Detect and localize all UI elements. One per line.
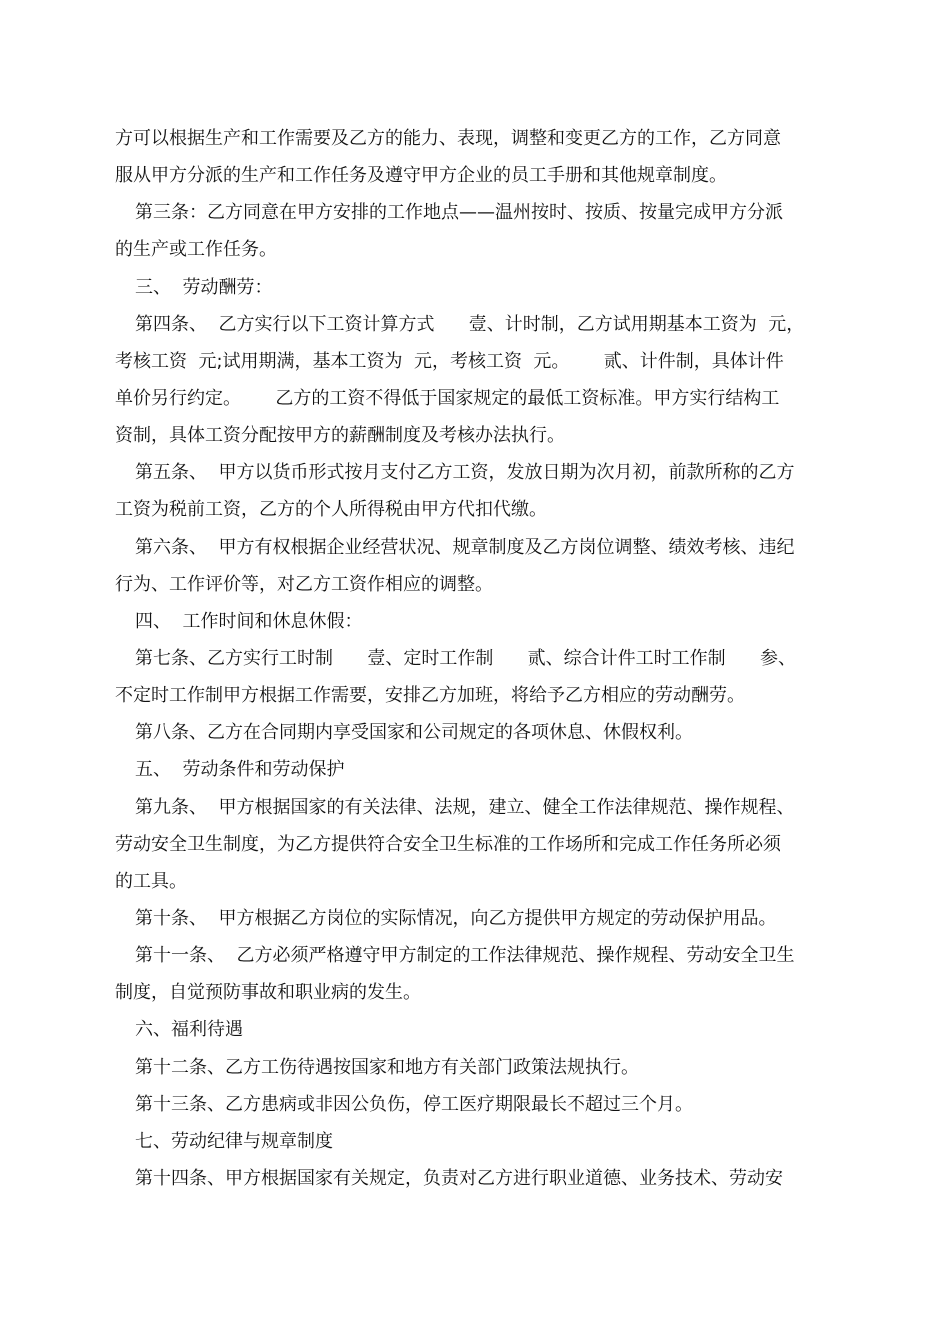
- paragraph-line: 行为、工作评价等，对乙方工资作相应的调整。: [115, 573, 493, 595]
- article-14-line: 第十四条、甲方根据国家有关规定，负责对乙方进行职业道德、业务技术、劳动安: [135, 1167, 783, 1189]
- section-heading-3: 三、 劳动酬劳：: [135, 276, 273, 298]
- document-body: [115, 120, 837, 1197]
- paragraph-line: 的工具。: [115, 870, 187, 892]
- paragraph-line: 不定时工作制甲方根据工作需要，安排乙方加班，将给予乙方相应的劳动酬劳。: [115, 685, 745, 707]
- paragraph-line: 的生产或工作任务。: [115, 239, 277, 261]
- section-heading-5: 五、 劳动条件和劳动保护: [135, 759, 345, 781]
- section-heading-7: 七、劳动纪律与规章制度: [135, 1130, 333, 1152]
- paragraph-line: 服从甲方分派的生产和工作任务及遵守甲方企业的员工手册和其他规章制度。: [115, 165, 727, 187]
- article-6-line: 第六条、 甲方有权根据企业经营状况、规章制度及乙方岗位调整、绩效考核、违纪: [135, 536, 795, 558]
- article-3-line: 第三条：乙方同意在甲方安排的工作地点——温州按时、按质、按量完成甲方分派: [135, 202, 783, 224]
- article-4-line: 第四条、 乙方实行以下工资计算方式 壹、计时制，乙方试用期基本工资为 元，: [135, 313, 805, 335]
- paragraph-line: 制度，自觉预防事故和职业病的发生。: [115, 982, 421, 1004]
- paragraph-line: 考核工资 元;试用期满，基本工资为 元，考核工资 元。 贰、计件制，具体计件: [115, 350, 784, 372]
- paragraph-line: 资制，具体工资分配按甲方的薪酬制度及考核办法执行。: [115, 425, 565, 447]
- article-13-line: 第十三条、乙方患病或非因公负伤，停工医疗期限最长不超过三个月。: [135, 1093, 693, 1115]
- article-12-line: 第十二条、乙方工伤待遇按国家和地方有关部门政策法规执行。: [135, 1056, 639, 1078]
- article-7-line: 第七条、乙方实行工时制 壹、定时工作制 贰、综合计件工时工作制 参、: [135, 647, 796, 669]
- paragraph-line: 工资为税前工资，乙方的个人所得税由甲方代扣代缴。: [115, 499, 547, 521]
- paragraph-line: 单价另行约定。 乙方的工资不得低于国家规定的最低工资标准。甲方实行结构工: [115, 387, 780, 409]
- section-heading-6: 六、福利待遇: [135, 1019, 243, 1041]
- article-5-line: 第五条、 甲方以货币形式按月支付乙方工资，发放日期为次月初，前款所称的乙方: [135, 462, 795, 484]
- article-11-line: 第十一条、 乙方必须严格遵守甲方制定的工作法律规范、操作规程、劳动安全卫生: [135, 945, 795, 967]
- paragraph-line: 方可以根据生产和工作需要及乙方的能力、表现，调整和变更乙方的工作，乙方同意: [115, 128, 781, 149]
- section-heading-4: 四、 工作时间和休息休假：: [135, 610, 363, 632]
- paragraph-line: 劳动安全卫生制度，为乙方提供符合安全卫生标准的工作场所和完成工作任务所必须: [115, 833, 781, 855]
- article-10-line: 第十条、 甲方根据乙方岗位的实际情况，向乙方提供甲方规定的劳动保护用品。: [135, 907, 777, 929]
- article-8-line: 第八条、乙方在合同期内享受国家和公司规定的各项休息、休假权利。: [135, 722, 693, 744]
- article-9-line: 第九条、 甲方根据国家的有关法律、法规，建立、健全工作法律规范、操作规程、: [135, 796, 795, 818]
